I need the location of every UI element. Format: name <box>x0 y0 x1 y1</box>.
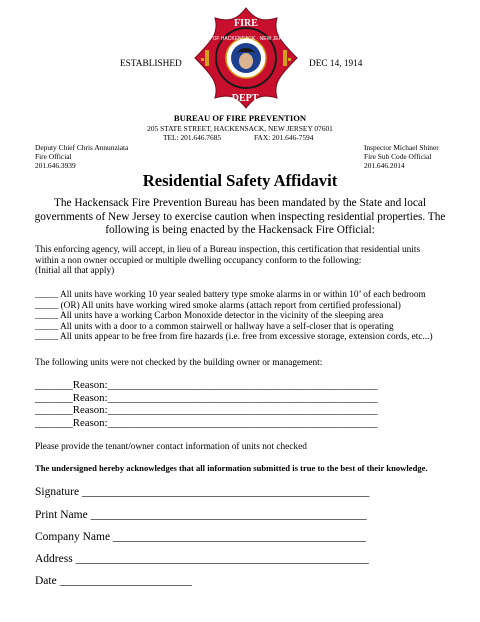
bureau-address: 205 STATE STREET, HACKENSACK, NEW JERSEY 07601 <box>147 124 333 133</box>
checklist-item[interactable]: _____ All units appear to be free from fire hazards (i.e. free from excessive storage, extension cords, etc...) <box>35 332 433 342</box>
enforcing-line: (Initial all that apply) <box>35 266 115 276</box>
not-checked-text: The following units were not checked by the building owner or management: <box>35 358 323 368</box>
signature-field[interactable]: Signature __________________________________________________ <box>35 486 370 498</box>
document-title: Residential Safety Affidavit <box>142 171 338 190</box>
bureau-fax: FAX: 201.646-7594 <box>254 133 314 142</box>
established-label: ESTABLISHED <box>120 59 182 69</box>
bureau-name: BUREAU OF FIRE PREVENTION <box>173 113 307 123</box>
established-date: DEC 14, 1914 <box>309 59 363 69</box>
right-contact-title: Fire Sub Code Official <box>364 152 432 162</box>
intro-paragraph <box>0 197 480 238</box>
print-name-field[interactable]: Print Name ________________________________________________ <box>35 509 367 521</box>
date-field[interactable]: Date _______________________ <box>35 575 192 587</box>
badge-center-text: OR-TAM <box>238 72 254 77</box>
left-contact-title: Fire Official <box>35 152 72 162</box>
badge-ring-text: CITY OF HACKENSACK · NEW JERSEY <box>199 36 293 42</box>
checklist-item[interactable]: _____ All units have a working Carbon Monoxide detector in the vicinity of the sleeping area <box>35 311 384 321</box>
reason-line[interactable]: _______Reason:__________________________________________________ <box>35 391 378 404</box>
left-contact-phone: 201.646.3939 <box>35 161 76 171</box>
checklist-item[interactable]: _____ (OR) All units have working wired smoke alarms (attach report from certified professional) <box>35 300 401 311</box>
badge-bottom-text: DEPT. <box>231 93 261 104</box>
checklist <box>35 290 433 343</box>
reason-list <box>35 379 378 429</box>
address-field[interactable]: Address ___________________________________________________ <box>35 553 369 565</box>
intro-line: The Hackensack Fire Prevention Bureau has been mandated by the State and local <box>53 197 427 209</box>
enforcing-line: This enforcing agency, will accept, in lieu of a Bureau inspection, this certification that residential units <box>35 245 421 255</box>
right-contact-phone: 201.646.2014 <box>364 161 405 171</box>
badge-top-text: FIRE <box>234 18 258 29</box>
left-contact-block <box>35 143 128 171</box>
acknowledge-statement: The undersigned hereby acknowledges that all information submitted is true to the best of their knowledge. <box>35 463 428 473</box>
reason-line[interactable]: _______Reason:__________________________________________________ <box>35 416 378 429</box>
checklist-item[interactable]: _____ All units with a door to a common stairwell or hallway have a self-closer that is operating <box>35 321 394 332</box>
left-contact-name: Deputy Chief Chris Annunziata <box>35 143 129 152</box>
fire-department-badge-logo <box>193 6 299 110</box>
reason-line[interactable]: _______Reason:__________________________________________________ <box>35 379 378 391</box>
checklist-item[interactable]: _____ All units have working 10 year sealed battery type smoke alarms in or within 10’ of each bedroom <box>35 290 426 300</box>
right-contact-name: Inspector Michael Shiner <box>364 143 439 152</box>
intro-line: governments of New Jersey to exercise caution when inspecting residential properties. The <box>34 210 446 223</box>
contact-info-instruction: Please provide the tenant/owner contact information of units not checked <box>35 442 307 452</box>
right-contact-block <box>364 143 439 171</box>
bureau-tel: TEL: 201.646.7685 <box>163 133 222 142</box>
intro-line: following is being enacted by the Hackensack Fire Official: <box>105 224 375 237</box>
enforcing-paragraph <box>35 245 420 277</box>
enforcing-line: within a non owner occupied or multiple dwelling occupancy conform to the following: <box>35 255 362 266</box>
reason-line[interactable]: _______Reason:__________________________________________________ <box>35 404 378 417</box>
company-name-field[interactable]: Company Name ____________________________________________ <box>35 531 366 543</box>
